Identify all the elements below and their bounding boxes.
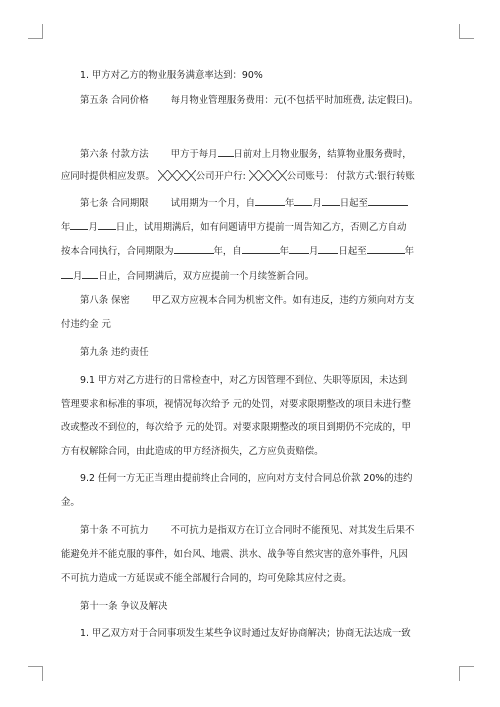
clause-8-heading: 第八条 保密	[80, 295, 130, 306]
clause-7-line-2	[61, 219, 439, 235]
clause-5-line	[61, 94, 439, 108]
fill-blank	[61, 268, 73, 279]
clause-9-1-text: 9.1 甲方对乙方进行的日常检查中，对乙方因管理不到位、失职等原因，未达到	[80, 375, 408, 386]
clause-10-text: 不可抗力是指双方在订立合同时不能预见、对其发生后果不	[170, 525, 415, 536]
clause-6-line-2	[61, 170, 439, 186]
satisfaction-rate-text: 1. 甲方对乙方的物业服务满意率达到：90%	[80, 70, 263, 81]
clause-10-text: 不可抗力造成一方延误或不能全部履行合同的，均可免除其应付之责。	[61, 573, 352, 584]
clause-9-heading: 第九条 违约责任	[80, 347, 149, 358]
clause-10-line-3	[61, 572, 439, 586]
fill-blank	[322, 195, 340, 206]
clause-7-text: 年	[61, 222, 71, 233]
clause-7-text: 试用期为一个月，自	[170, 198, 255, 209]
clause-7-text: 月	[73, 271, 83, 282]
fill-blank	[98, 219, 116, 230]
crop-mark-bottom-left	[28, 666, 43, 681]
clause-7-text: 月	[312, 198, 322, 209]
clause-7-text: 日止，合同期满后，双方应提前一个月续签新合同。	[98, 271, 315, 282]
clause-7-text: 年	[404, 246, 414, 257]
clause-8-text: 甲乙双方应视本合同为机密文件。如有违反，违约方须向对方支	[151, 295, 415, 306]
clause-7-line-4	[61, 268, 439, 284]
clause-6-heading: 第六条 付款方法	[80, 149, 149, 160]
clause-9-1-text: 改或整改不到位的，每次给予 元的处罚。对要求限期整改的项目到期仍不完成的，甲	[61, 422, 411, 433]
clause-7-text: 日起至	[338, 246, 367, 257]
fill-blank	[82, 268, 98, 279]
clause-6-line	[61, 146, 439, 162]
clause-9-1-text: 管理要求和标准的事项，视情况每次给予 元的处罚，对要求限期整改的项目未进行整	[61, 399, 411, 410]
clause-8-line	[61, 294, 439, 308]
clause-7-text: 年，自	[213, 246, 242, 257]
clause-7-heading: 第七条 合同期限	[80, 198, 149, 209]
clause-7-text: 日止，试用期满后，如有问题请甲方提前一周告知乙方，否则乙方自动	[115, 222, 407, 233]
clause-9-2-line-2	[61, 496, 439, 510]
clause-11-heading: 第十一条 争议及解决	[80, 601, 168, 612]
clause-7-line-3	[61, 243, 439, 259]
fill-blank	[289, 243, 309, 254]
account-label: 公司账号： 付款方式:银行转账	[286, 171, 415, 182]
clause-6-text: 甲方于每月	[170, 149, 218, 160]
clause-7-text: 年	[285, 198, 295, 209]
fill-blank	[294, 195, 312, 206]
clause-10-line	[61, 524, 439, 538]
clause-10-line-2	[61, 548, 439, 562]
fill-blank	[218, 146, 234, 157]
fill-blank	[318, 243, 338, 254]
redacted-mark-icon	[249, 170, 287, 186]
clause-9-2-line	[61, 472, 439, 486]
crop-mark-top-left	[28, 24, 43, 39]
clause-9-1-line-2	[61, 398, 439, 412]
clause-9-1-line	[61, 374, 439, 388]
clause-7-text: 日起至	[339, 198, 368, 209]
fill-blank	[174, 243, 214, 254]
clause-11-heading-line	[61, 600, 439, 614]
clause-7-text: 按本合同执行，合同期限为	[61, 246, 174, 257]
clause-6-text: 应同时提供相应发票。	[61, 171, 155, 182]
clause-10-text: 能避免并不能克服的事件，如台风、地震、洪水、战争等自然灾害的意外事件，凡因	[61, 549, 408, 560]
clause-8-text: 付违约金 元	[61, 319, 111, 330]
fill-blank	[70, 219, 88, 230]
clause-9-heading-line	[61, 346, 439, 360]
clause-9-2-text: 9.2 任何一方无正当理由提前终止合同的，应向对方支付合同总价款 20%的违约	[80, 473, 413, 484]
clause-6-text: 日前对上月物业服务，结算物业服务费时，	[233, 149, 412, 160]
fill-blank	[367, 243, 405, 254]
clause-9-1-text: 方有权解除合同，由此造成的甲方经济损失，乙方应负责赔偿。	[61, 446, 324, 457]
clause-9-1-line-4	[61, 445, 439, 459]
clause-5-text: 每月物业管理服务费用：元(不包括平时加班费, 法定假曰)。	[170, 95, 419, 106]
clause-7-text: 月	[88, 222, 98, 233]
bank-label: 公司开户行:	[195, 171, 246, 182]
redacted-mark-icon	[158, 170, 196, 186]
clause-9-2-text: 金。	[61, 497, 80, 508]
clause-7-line	[61, 195, 439, 211]
clause-10-heading: 第十条 不可抗力	[80, 525, 149, 536]
clause-line	[61, 69, 439, 83]
clause-11-1-text: 1. 甲乙双方对于合同事项发生某些争议时通过友好协商解决；协商无法达成一致	[80, 628, 411, 639]
clause-5-heading: 第五条 合同价格	[80, 95, 149, 106]
fill-blank	[255, 195, 285, 206]
fill-blank	[242, 243, 280, 254]
crop-mark-top-right	[459, 24, 474, 39]
clause-9-1-line-3	[61, 421, 439, 435]
clause-8-line-2	[61, 318, 439, 332]
clause-7-text: 月	[309, 246, 319, 257]
clause-7-text: 年	[279, 246, 290, 257]
fill-blank	[368, 195, 408, 206]
crop-mark-bottom-right	[459, 666, 474, 681]
clause-11-1-line	[61, 627, 439, 641]
